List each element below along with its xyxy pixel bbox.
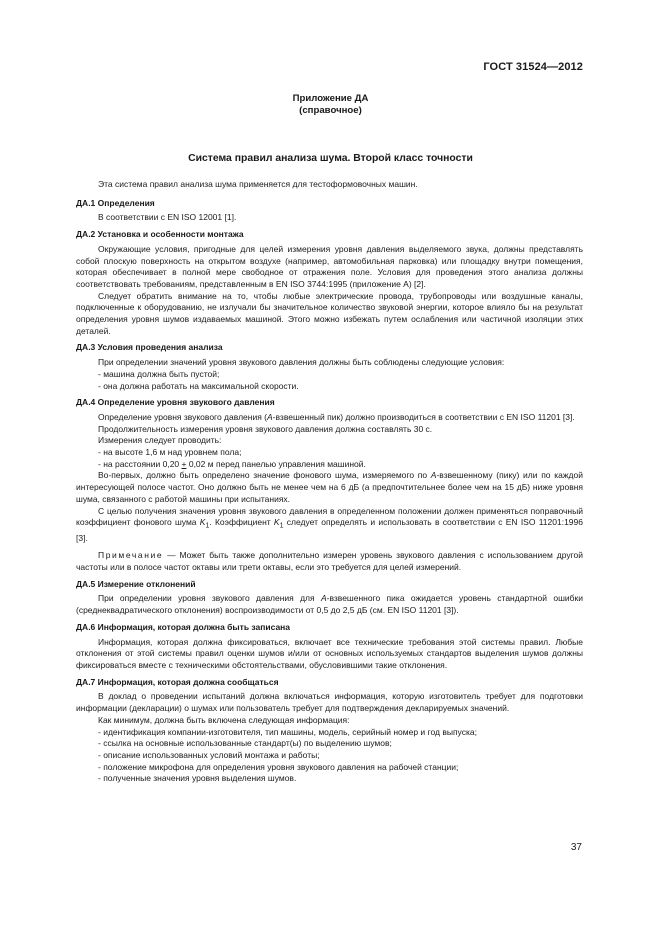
section-heading-da4: ДА.4 Определение уровня звукового давления [76, 397, 275, 408]
document-title: Система правил анализа шума. Второй класс точности [188, 153, 473, 164]
section-da3-paragraph: При определении значений уровня звукового давления должны быть соблюдены следующие условия: [98, 357, 505, 368]
section-da7-paragraph: В доклад о проведении испытаний должна включаться информация, которую изготовитель требует для подготовки информации (декларации) о шумах или пользователь требует для подтверждения декларируемых значений. [76, 691, 583, 714]
page-number: 37 [570, 842, 582, 853]
note-paragraph: Примечание — Может быть также дополнительно измерен уровень звукового давления с использованием другой частоты или в полосе частот октавы или трети октавы, если это требуется для целей измерений. [76, 550, 583, 573]
section-da6-paragraph: Информация, которая должна фиксироваться, включает все технические требования этой системы правил. Любые отклонения от этой системы правил оценки шумов и/или от основных используемых стандартов выделения шумов должны фиксироваться вместе с техническими обстоятельствами, обусловившими такие отклонения. [76, 636, 583, 670]
appendix-sublabel: (справочное) [299, 105, 362, 116]
section-da2-paragraph: Следует обратить внимание на то, чтобы любые электрические провода, трубопроводы или воздушные каналы, подключенные к оборудованию, не излучали бы значительное количество звуковой энергии, которое влияло бы на результат определения уровня шумов издаваемых машиной. Этого можно избежать путем ослабления или частичной изоляции этих деталей. [76, 290, 583, 336]
section-heading-da5: ДА.5 Измерение отклонений [76, 578, 196, 589]
section-heading-da7: ДА.7 Информация, которая должна сообщаться [76, 676, 279, 687]
appendix-label: Приложение ДА [292, 93, 369, 104]
document-body [76, 179, 583, 785]
appendix-heading [0, 93, 661, 117]
note-label: Примечание [98, 550, 164, 561]
section-da4-paragraph: С целью получения значения уровня звукового давления в определенном положении должен применяться поправочный коэффициент фонового шума $K_1$. Коэффициент $K_1$ следует определять и использовать в соответствии с EN ISO 11201:1996 [3]. [76, 505, 583, 543]
section-da4-paragraph: Определение уровня звукового давления (А-взвешенный пик) должно производиться в соответствии с EN ISO 11201 [3]. [98, 411, 575, 422]
list-item: - на расстоянии 0,20 + 0,02 м перед панелью управления машиной. [98, 458, 366, 469]
section-da7-paragraph: Как минимум, должна быть включена следующая информация: [98, 714, 350, 725]
section-heading-da6: ДА.6 Информация, которая должна быть записана [76, 621, 291, 632]
document-code: ГОСТ 31524—2012 [483, 61, 583, 73]
section-heading-da2: ДА.2 Установка и особенности монтажа [76, 229, 244, 240]
section-da4-paragraph: Измерения следует проводить: [98, 435, 222, 446]
list-item: - описание использованных условий монтажа и работы; [98, 749, 320, 760]
intro-paragraph: Эта система правил анализа шума применяется для тестоформовочных машин. [98, 179, 418, 189]
list-item: - машина должна быть пустой; [98, 368, 220, 379]
list-item: - на высоте 1,6 м над уровнем пола; [98, 447, 242, 458]
list-item: - ссылка на основные использованные стандарт(ы) по выделению шумов; [98, 738, 392, 749]
section-da5-paragraph: При определении уровня звукового давления для А-взвешенного пика ожидается уровень стандартной ошибки (среднеквадратического отклонения) воспроизводимости от 0,5 до 2,5 дБ (см. EN ISO 11201 [3]). [76, 593, 583, 616]
list-item: - полученные значения уровня выделения шумов. [98, 773, 297, 784]
list-item: - идентификация компании-изготовителя, тип машины, модель, серийный номер и год выпуска; [98, 726, 477, 737]
section-heading-da1: ДА.1 Определения [76, 197, 155, 208]
list-item: - положение микрофона для определения уровня звукового давления на рабочей станции; [98, 761, 459, 772]
section-da2-paragraph: Окружающие условия, пригодные для целей измерения уровня давления выделяемого звука, должны представлять собой плоскую поверхность на открытом воздухе (например, автомобильная парковка) или площадку внутри помещения, которая обеспечивает в полной мере свободное от отражения поле. Условия для проведения этого анализа должны соответствовать требованиям, представленным в EN ISO 3744:1995 (приложение А) [2]. [76, 243, 583, 289]
section-da4-paragraph: Продолжительность измерения уровня звукового давления должна составлять 30 с. [98, 423, 433, 434]
section-heading-da3: ДА.3 Условия проведения анализа [76, 342, 223, 353]
list-item: - она должна работать на максимальной скорости. [98, 380, 299, 391]
section-da1-text: В соответствии с EN ISO 12001 [1]. [98, 212, 237, 223]
section-da4-paragraph: Во-первых, должно быть определено значение фонового шума, измеряемого по А-взвешенному (пику) или по каждой интересующей полосе частот. Оно должно быть не менее чем на 6 дБ (а предпочтительнее более чем на 15 дБ) ниже уровня шума, связанного с работой машины при испытаниях. [76, 470, 583, 504]
